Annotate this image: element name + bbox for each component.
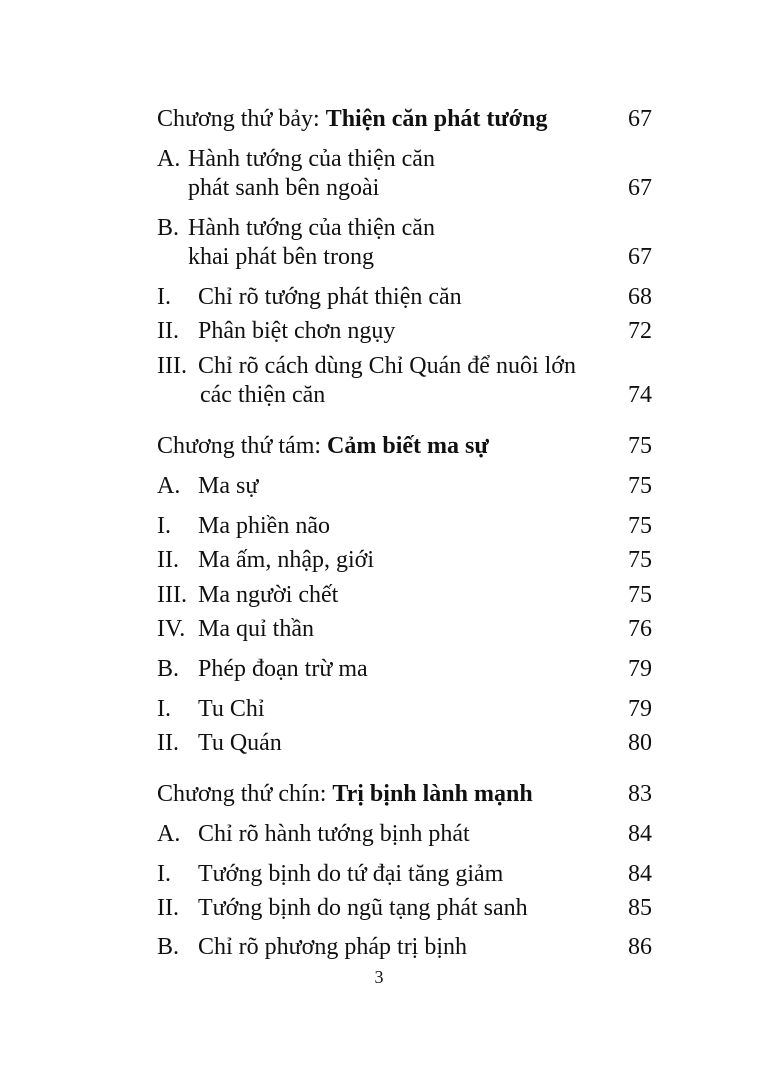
page-number: 84 <box>628 861 652 887</box>
entry-label: I. <box>157 284 171 310</box>
page-number: 75 <box>628 433 652 459</box>
entry-text-continued: phát sanh bên ngoài <box>188 175 380 201</box>
entry-text: Ma phiền não <box>198 513 330 539</box>
chapter-title: Trị bịnh lành mạnh <box>332 781 533 807</box>
page-number: 75 <box>628 582 652 608</box>
page-number: 67 <box>628 244 652 270</box>
entry-text: Chỉ rõ phương pháp trị bịnh <box>198 934 468 960</box>
entry-text-continued: khai phát bên trong <box>188 244 374 270</box>
entry-label: II. <box>157 895 179 921</box>
chapter-title: Cảm biết ma sự <box>327 433 489 459</box>
entry-label: II. <box>157 318 179 344</box>
entry-text: Tướng bịnh do tứ đại tăng giảm <box>198 861 504 887</box>
chapter-heading-text <box>157 431 489 461</box>
entry-label: III. <box>157 582 187 608</box>
page-number: 83 <box>628 781 652 807</box>
entry-label: A. <box>157 146 181 172</box>
entry-text: Hành tướng của thiện căn <box>188 146 435 172</box>
entry-text: Ma sự <box>198 473 259 499</box>
entry-label: II. <box>157 547 179 573</box>
entry-text: Tu Quán <box>198 730 282 756</box>
entry-text: Phân biệt chơn ngụy <box>198 318 396 344</box>
chapter-heading-text <box>157 779 533 809</box>
entry-text: Ma ấm, nhập, giới <box>198 547 374 573</box>
entry-label: III. <box>157 353 187 379</box>
entry-text: Hành tướng của thiện căn <box>188 215 435 241</box>
page-number: 79 <box>628 656 652 682</box>
entry-label: I. <box>157 696 171 722</box>
entry-text: Tu Chỉ <box>198 696 265 722</box>
page-number: 75 <box>628 547 652 573</box>
entry-label: I. <box>157 513 171 539</box>
entry-text: Ma quỉ thần <box>198 616 314 642</box>
page-number: 84 <box>628 821 652 847</box>
entry-text: Chỉ rõ hành tướng bịnh phát <box>198 821 470 847</box>
page-number: 75 <box>628 473 652 499</box>
page-number: 68 <box>628 284 652 310</box>
entry-label: B. <box>157 656 180 682</box>
entry-label: I. <box>157 861 171 887</box>
chapter-heading-text <box>157 104 547 134</box>
chapter-prefix: Chương thứ tám: <box>157 433 328 459</box>
entry-text: Ma người chết <box>198 582 339 608</box>
chapter-prefix: Chương thứ chín: <box>157 781 333 807</box>
entry-label: B. <box>157 215 180 241</box>
entry-label: II. <box>157 730 179 756</box>
chapter-title: Thiện căn phát tướng <box>325 106 548 132</box>
entry-label: B. <box>157 934 180 960</box>
page-number: 76 <box>628 616 652 642</box>
page-number: 86 <box>628 934 652 960</box>
page-number: 79 <box>628 696 652 722</box>
entry-text-continued: các thiện căn <box>200 382 326 408</box>
entry-label: IV. <box>157 616 186 642</box>
page-number: 75 <box>628 513 652 539</box>
entry-label: A. <box>157 473 181 499</box>
page-number: 85 <box>628 895 652 921</box>
entry-label: A. <box>157 821 181 847</box>
page-number: 80 <box>628 730 652 756</box>
page-folio-number: 3 <box>374 967 384 987</box>
page-number: 67 <box>628 106 652 132</box>
entry-text: Chỉ rõ tướng phát thiện căn <box>198 284 462 310</box>
entry-text: Phép đoạn trừ ma <box>198 656 368 682</box>
page-number: 74 <box>628 382 652 408</box>
chapter-prefix: Chương thứ bảy: <box>157 106 326 132</box>
page-number: 67 <box>628 175 652 201</box>
entry-text: Chỉ rõ cách dùng Chỉ Quán để nuôi lớn <box>198 353 576 379</box>
page-number: 72 <box>628 318 652 344</box>
entry-text: Tướng bịnh do ngũ tạng phát sanh <box>198 895 528 921</box>
